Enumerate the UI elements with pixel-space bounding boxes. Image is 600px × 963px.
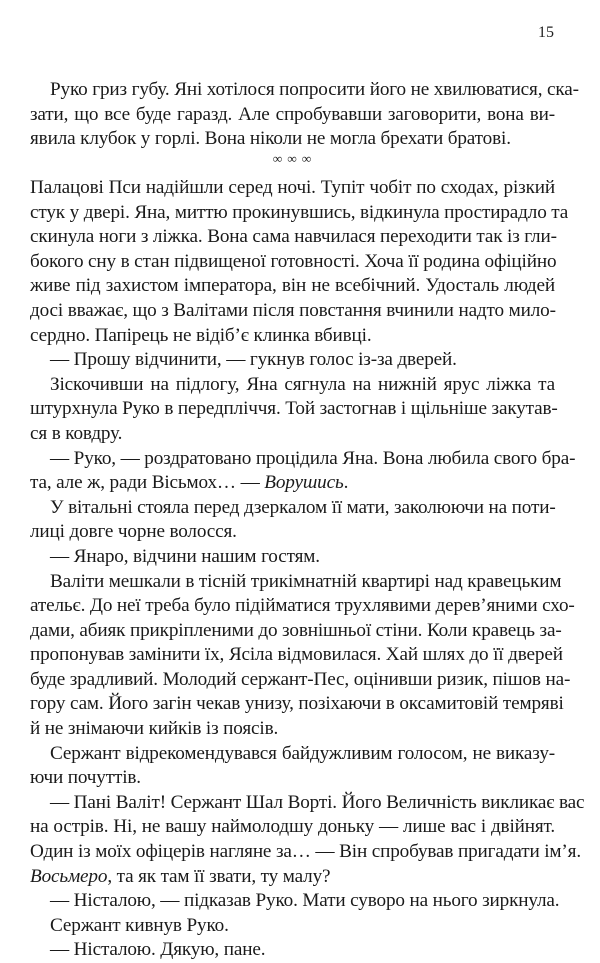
- text-line: Один із моїх офіцерів нагляне за… — Він спробував пригадати ім’я.: [30, 841, 581, 863]
- text-line: стук у двері. Яна, миттю прокинувшись, відкинула простирадло та: [30, 201, 569, 223]
- dialogue-line: — Руко, — роздратовано процідила Яна. Вона любила свого бра-: [50, 447, 576, 469]
- text-span: та, але ж, ради Вісьмох… —: [30, 472, 265, 494]
- text-line: пропонував замінити їх, Ясіла відмовилася. Хай шлях до її дверей: [30, 644, 563, 666]
- text-line: Зіскочивши на підлогу, Яна сягнула на нижній ярус ліжка та: [50, 373, 555, 395]
- text-line: Руко гриз губу. Яні хотілося попросити його не хвилюватися, ска-: [50, 79, 579, 100]
- italic-text: Восьмеро: [30, 865, 108, 887]
- italic-text: Ворушись: [264, 472, 344, 494]
- page-number: 15: [538, 24, 554, 41]
- text-span: , та як там її звати, ту малу?: [107, 865, 331, 887]
- text-line: на острів. Ні, не вашу наймолодшу доньку — лише вас і двійнят.: [30, 816, 555, 838]
- text-line: ательє. До неї треба було підійматися трухлявими дерев’яними схо-: [30, 595, 575, 617]
- text-line: Сержант відрекомендувався байдужливим голосом, не виказу-: [50, 742, 555, 764]
- text-line: бокого сну в стан підвищеної готовності. Хоча її родина офіційно: [30, 250, 557, 272]
- paragraph-ruko-bites-lip: [30, 78, 579, 152]
- dialogue-line: — Ністалою. Дякую, пане.: [50, 939, 266, 961]
- text-line: досі вважає, що з Валітами після повстання вчинили надто мило-: [30, 299, 556, 321]
- text-line: У вітальні стояла перед дзеркалом її мати, заколюючи на поти-: [50, 496, 556, 518]
- text-line: сердно. Папірець не відіб’є клинка вбивці.: [30, 324, 372, 346]
- text-line: лиці довге чорне волосся.: [30, 521, 237, 543]
- text-line: явила клубок у горлі. Вона ніколи не могла брехати братові.: [30, 128, 511, 150]
- separator-glyphs: ∞ ∞ ∞: [272, 151, 313, 166]
- text-span: .: [343, 472, 349, 494]
- text-line: Валіти мешкали в тісній трикімнатній квартирі над кравецьким: [50, 570, 562, 592]
- text-line: й не знімаючи кийків із поясів.: [30, 718, 279, 740]
- text-line: ючи почуттів.: [30, 767, 141, 789]
- section-palace-dogs: [30, 176, 585, 963]
- text-line: [30, 865, 555, 890]
- dialogue-line: — Прошу відчинити, — гукнув голос із-за дверей.: [50, 349, 457, 371]
- text-line: штурхнула Руко в передпліччя. Той застогнав і щільніше закутав-: [30, 398, 558, 420]
- text-line: ся в ковдру.: [30, 422, 123, 444]
- text-line: Палацові Пси надійшли серед ночі. Тупіт чобіт по сходах, різкий: [30, 177, 555, 198]
- text-line: живе під захистом імператора, він не всебічний. Удосталь людей: [30, 275, 555, 297]
- text-line: дами, абияк прикріпленими до зовнішньої стіни. Коли кравець за-: [30, 619, 562, 641]
- text-line: буде зрадливий. Молодий сержант-Пес, оцінивши ризик, пішов на-: [30, 668, 571, 690]
- dialogue-line: — Янаро, відчини нашим гостям.: [50, 545, 320, 567]
- text-line: зати, що все буде гаразд. Але спробувавши заговорити, вона ви-: [30, 103, 555, 125]
- scene-separator: [30, 147, 555, 172]
- text-line: гору сам. Його загін чекав унизу, позіхаючи в оксамитовій темряві: [30, 693, 564, 715]
- text-line: Сержант кивнув Руко.: [50, 914, 229, 936]
- dialogue-line: — Пані Валіт! Сержант Шал Ворті. Його Величність викликає вас: [50, 791, 585, 813]
- text-line: скинула ноги з ліжка. Вона сама навчилася переходити так із гли-: [30, 226, 557, 248]
- text-line: [30, 471, 555, 496]
- dialogue-line: — Ністалою, — підказав Руко. Мати суворо на нього зиркнула.: [50, 890, 560, 912]
